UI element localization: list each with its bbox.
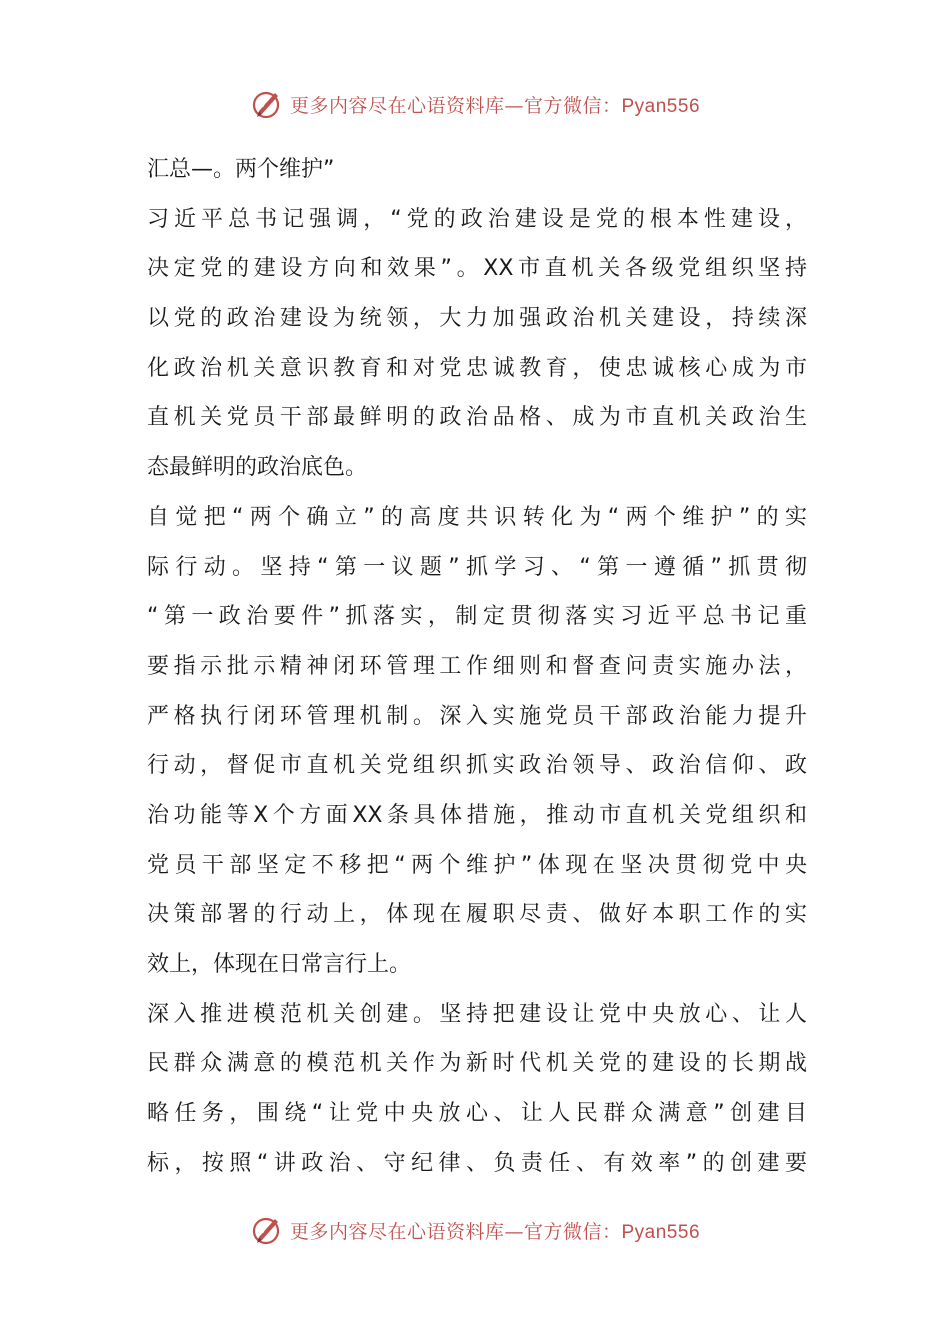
text-line: 治功能等X个方面XX条具体措施，推动市直机关党组织和 [147, 802, 807, 828]
header-banner-label: 更多内容尽在心语资料库—官方微信： [289, 94, 622, 117]
text-line: 自觉把“两个确立”的高度共识转化为“两个维护”的实 [147, 504, 807, 530]
text-line: 效上，体现在日常言行上。 [147, 952, 412, 977]
pen-circle-logo-icon [250, 87, 284, 121]
text-line: 行动，督促市直机关党组织抓实政治领导、政治信仰、政 [147, 753, 807, 779]
text-line: 态最鲜明的政治底色。 [147, 455, 368, 481]
text-line: 习近平总书记强调，“党的政治建设是党的根本性建设， [147, 206, 807, 232]
footer-banner [0, 1210, 950, 1250]
text-line: 标，按照“讲政治、守纪律、负责任、有效率”的创建要 [147, 1150, 807, 1176]
footer-wechat-id: Pyan556 [621, 1221, 701, 1243]
text-line: 直机关党员干部最鲜明的政治品格、成为市直机关政治生 [147, 405, 807, 431]
text-line: 深入推进模范机关创建。坚持把建设让党中央放心、让人 [147, 1001, 807, 1027]
text-line: 决策部署的行动上，体现在履职尽责、做好本职工作的实 [147, 902, 807, 928]
text-line: 化政治机关意识教育和对党忠诚教育，使忠诚核心成为市 [147, 355, 807, 381]
text-line: 汇总—。两个维护” [147, 157, 335, 182]
text-line: 民群众满意的模范机关作为新时代机关党的建设的长期战 [147, 1051, 807, 1077]
text-line: 党员干部坚定不移把“两个维护”体现在坚决贯彻党中央 [147, 852, 807, 878]
text-line: 略任务，围绕“让党中央放心、让人民群众满意”创建目 [147, 1101, 807, 1127]
header-wechat-id: Pyan556 [621, 95, 701, 117]
text-line: 要指示批示精神闭环管理工作细则和督查问责实施办法， [147, 653, 807, 679]
text-line: 际行动。坚持“第一议题”抓学习、“第一遵循”抓贯彻 [147, 554, 807, 580]
footer-banner-label: 更多内容尽在心语资料库—官方微信： [289, 1220, 622, 1243]
header-banner-text [290, 91, 700, 118]
document-body [147, 145, 807, 1188]
pen-circle-logo-icon [250, 1213, 284, 1247]
header-banner [0, 84, 950, 124]
text-line: 决定党的建设方向和效果”。XX市直机关各级党组织坚持 [147, 256, 807, 282]
text-line: 以党的政治建设为统领，大力加强政治机关建设，持续深 [147, 306, 807, 332]
text-line: “第一政治要件”抓落实，制定贯彻落实习近平总书记重 [147, 604, 807, 630]
text-line: 严格执行闭环管理机制。深入实施党员干部政治能力提升 [147, 703, 807, 729]
footer-banner-text [290, 1217, 700, 1244]
